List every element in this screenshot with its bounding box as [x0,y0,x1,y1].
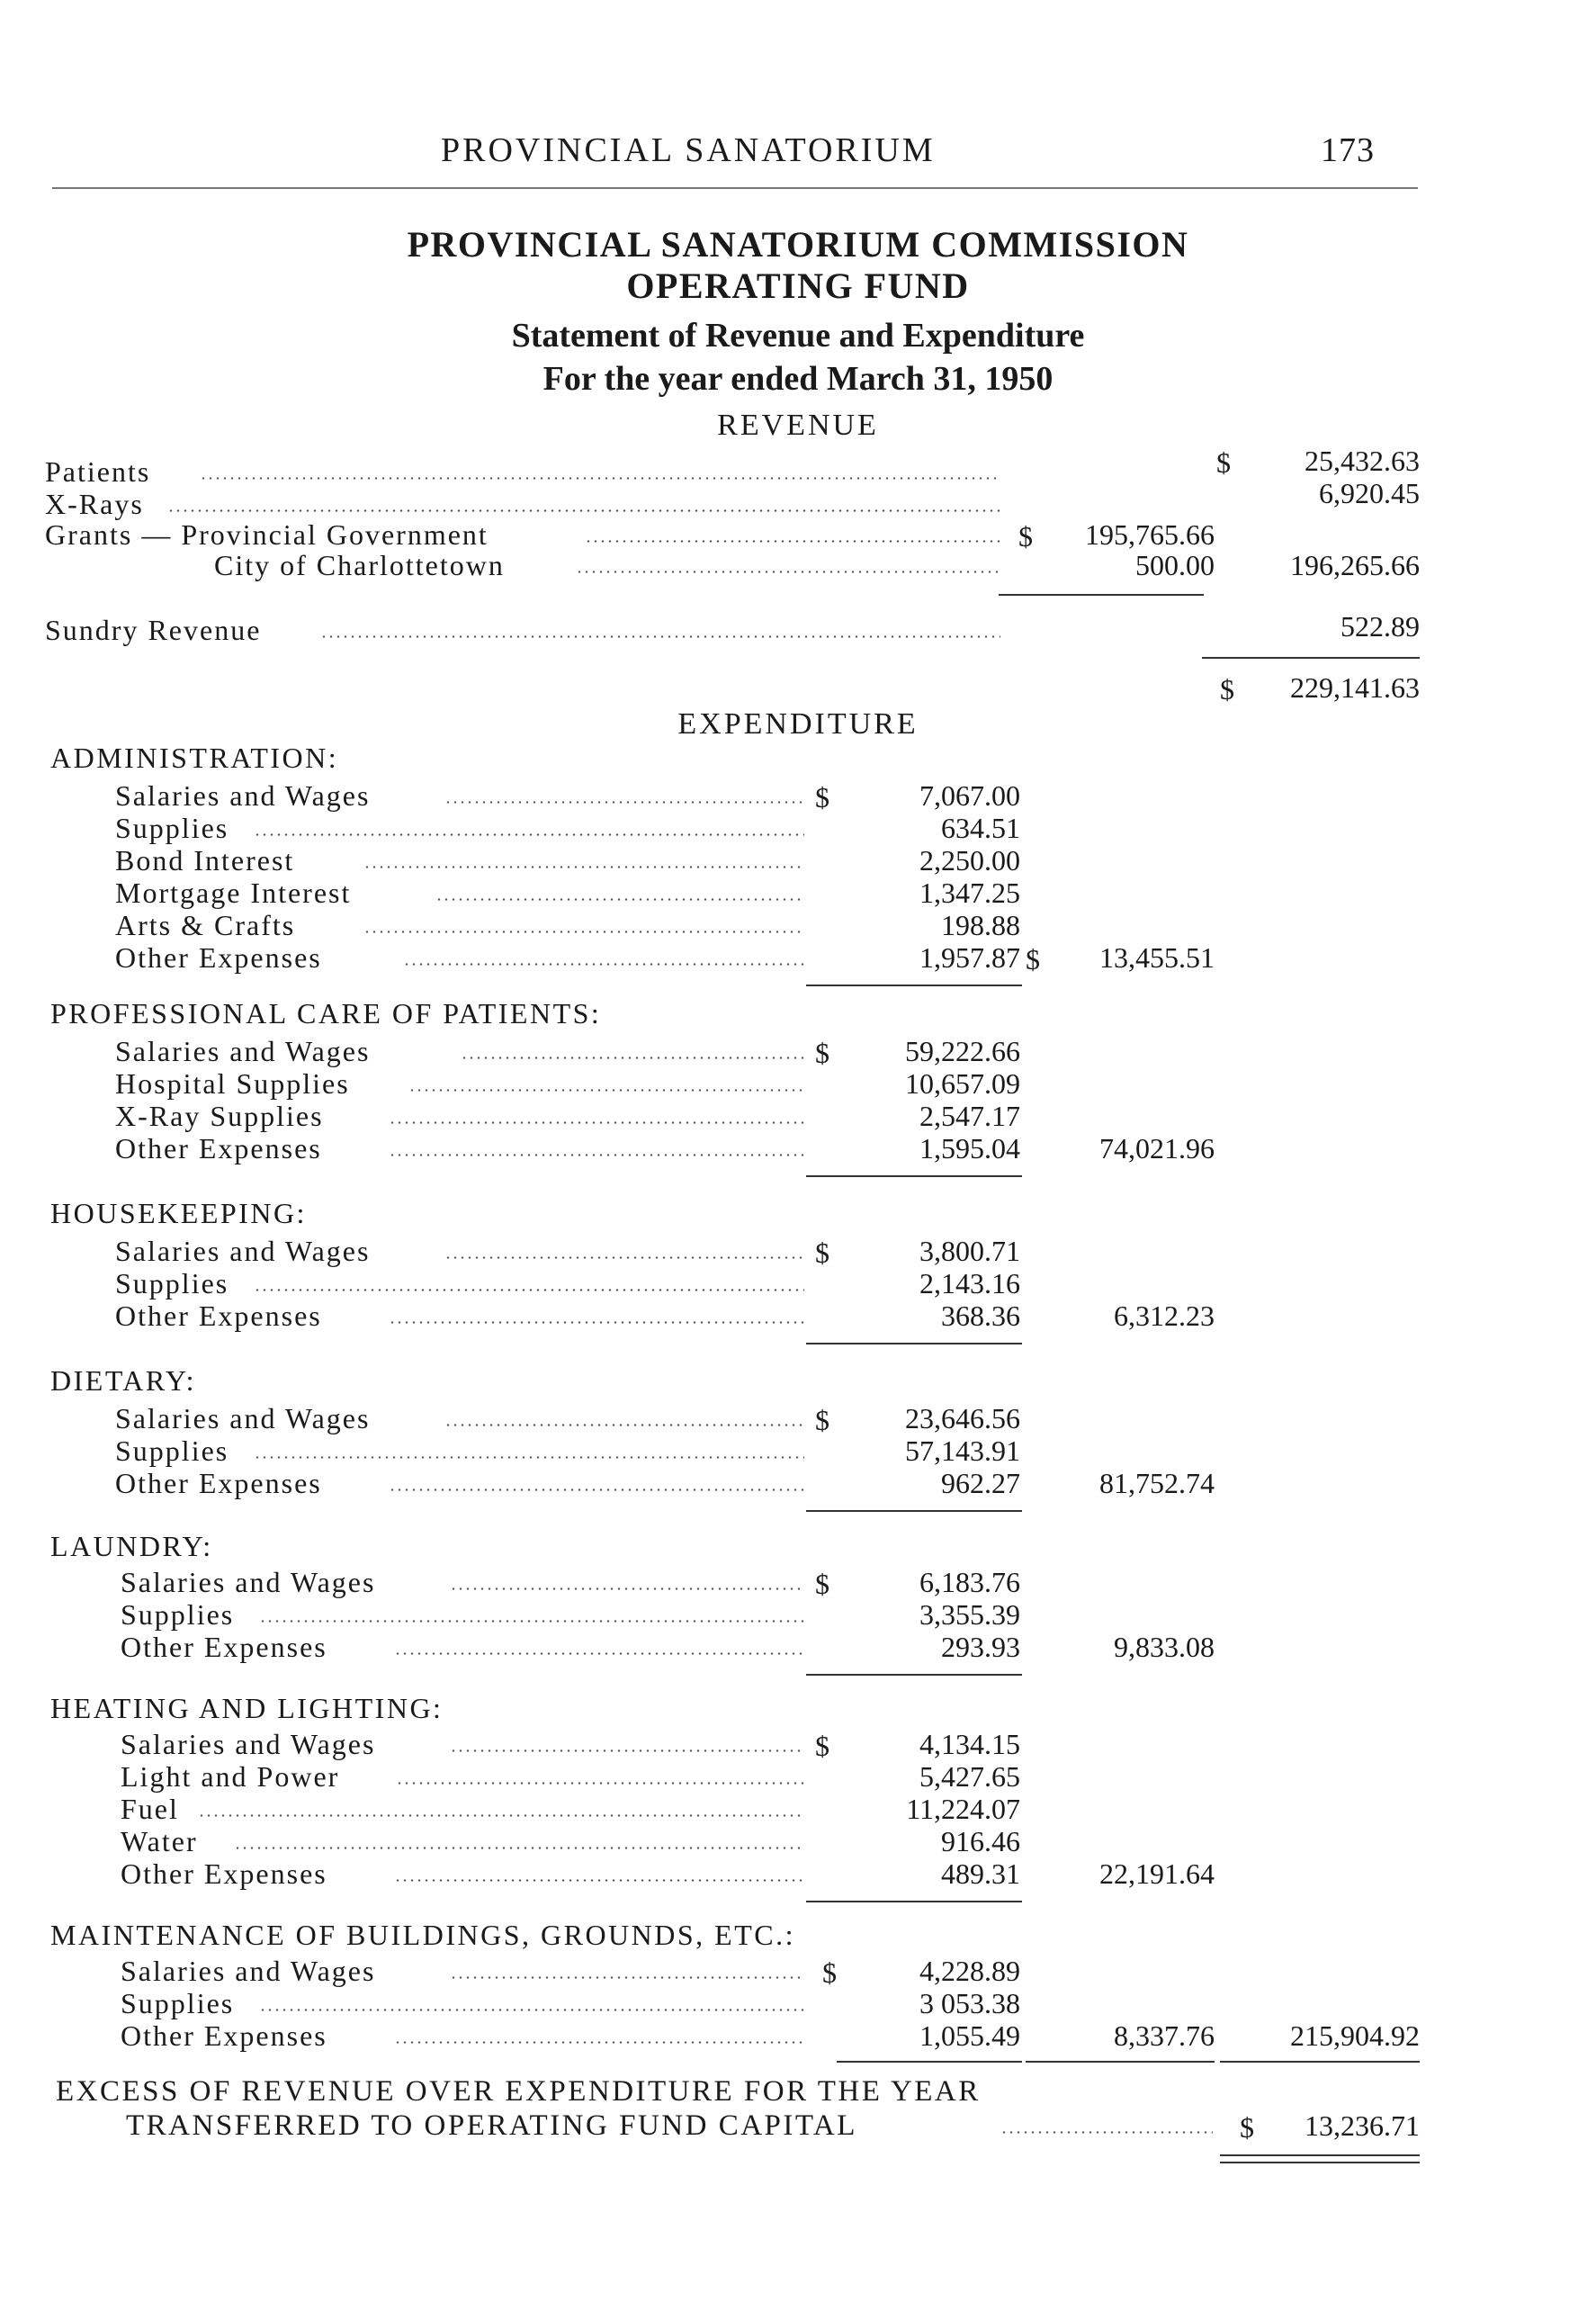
heating-item-label: Water [121,1825,198,1857]
leader-dots [167,509,1000,512]
laundry-item-label: Supplies [121,1598,235,1631]
revenue-grants-city-amount: 500.00 [1135,549,1215,581]
dietary-item-amount: 23,646.56 [905,1402,1020,1434]
leader-dots [320,635,1000,638]
admin-item-amount: 2,250.00 [919,844,1020,877]
leader-dots [254,833,804,836]
revenue-xrays-amount: 6,920.45 [1319,477,1420,509]
professional-item-label: Hospital Supplies [115,1067,350,1100]
section-rule [806,1343,1022,1344]
heating-item-label: Salaries and Wages [121,1728,376,1760]
leader-dots [461,1057,804,1059]
dollar-sign: $ [815,1236,829,1269]
professional-item-amount: 1,595.04 [919,1132,1020,1164]
dietary-item-amount: 57,143.91 [905,1434,1020,1467]
heating-item-label: Light and Power [121,1760,340,1793]
maintenance-item-label: Salaries and Wages [121,1955,376,1987]
leader-dots [396,1782,804,1785]
section-professional-heading: PROFESSIONAL CARE OF PATIENTS: [50,997,602,1030]
revenue-total: 229,141.63 [1290,671,1420,704]
section-rule [806,985,1022,986]
professional-subtotal: 74,021.96 [1099,1132,1215,1164]
header-rule [52,187,1418,189]
laundry-item-amount: 6,183.76 [919,1566,1020,1598]
revenue-grants-city-label: City of Charlottetown [214,549,505,581]
dollar-sign: $ [815,1568,829,1600]
leader-dots [259,2009,804,2011]
leader-dots [254,1456,804,1459]
statement-period: For the year ended March 31, 1950 [542,360,1054,398]
housekeeping-item-amount: 3,800.71 [919,1235,1020,1267]
leader-dots [363,931,804,933]
admin-item-label: Mortgage Interest [115,877,352,909]
leader-dots [435,898,804,901]
leader-dots [403,963,804,966]
leader-dots [394,1879,804,1882]
revenue-sundry-amount: 522.89 [1340,610,1420,643]
revenue-patients-label: Patients [45,455,151,488]
leader-dots [389,1488,804,1491]
revenue-heading: REVENUE [717,409,879,442]
admin-item-amount: 634.51 [941,812,1020,844]
dietary-subtotal: 81,752.74 [1099,1467,1215,1499]
double-rule-top [1220,2154,1420,2156]
section-rule [1026,2061,1215,2063]
maintenance-item-label: Supplies [121,1987,235,2019]
maintenance-item-amount: 3 053.38 [919,1987,1020,2019]
admin-item-amount: 7,067.00 [919,779,1020,812]
dietary-item-label: Other Expenses [115,1467,322,1499]
housekeeping-item-amount: 368.36 [941,1299,1020,1332]
dollar-sign: $ [1220,673,1234,706]
revenue-grants-provincial-amount: 195,765.66 [1085,518,1215,551]
section-rule [837,2061,1022,2063]
professional-item-label: Salaries and Wages [115,1035,371,1067]
dietary-item-label: Supplies [115,1434,229,1467]
section-rule [806,1674,1022,1676]
dollar-sign: $ [1216,446,1231,479]
professional-item-amount: 10,657.09 [905,1067,1020,1100]
housekeeping-item-label: Other Expenses [115,1299,322,1332]
leader-dots [585,540,1000,543]
admin-item-amount: 198.88 [941,909,1020,941]
total-rule [1220,2061,1420,2063]
statement-subtitle: Statement of Revenue and Expenditure [511,317,1085,355]
professional-item-amount: 2,547.17 [919,1100,1020,1132]
revenue-grants-label: Grants — Provincial Government [45,518,489,551]
revenue-sundry-label: Sundry Revenue [45,614,262,646]
professional-item-amount: 59,222.66 [905,1035,1020,1067]
laundry-item-amount: 293.93 [941,1631,1020,1663]
leader-dots [450,1976,804,1979]
laundry-subtotal: 9,833.08 [1114,1631,1215,1663]
laundry-item-label: Other Expenses [121,1631,327,1663]
section-rule [806,1901,1022,1902]
heating-item-label: Other Expenses [121,1857,327,1890]
leader-dots [259,1620,804,1623]
section-laundry-heading: LAUNDRY: [50,1530,213,1562]
dollar-sign: $ [815,1037,829,1069]
heating-item-amount: 11,224.07 [906,1793,1020,1825]
excess-line1: EXCESS OF REVENUE OVER EXPENDITURE FOR THE YEAR [56,2075,981,2108]
maintenance-subtotal: 8,337.76 [1114,2019,1215,2052]
maintenance-item-amount: 1,055.49 [919,2019,1020,2052]
section-administration-heading: ADMINISTRATION: [50,742,339,774]
admin-item-label: Arts & Crafts [115,909,296,941]
heating-item-amount: 916.46 [941,1825,1020,1857]
leader-dots [576,571,1000,573]
revenue-xrays-label: X-Rays [45,488,144,520]
leader-dots [254,1289,804,1291]
section-heating-heading: HEATING AND LIGHTING: [50,1692,444,1724]
leader-dots [444,1256,804,1259]
heating-item-amount: 4,134.15 [919,1728,1020,1760]
laundry-item-amount: 3,355.39 [919,1598,1020,1631]
leader-dots [394,1652,804,1655]
section-rule [806,1510,1022,1512]
expenditure-total: 215,904.92 [1290,2019,1420,2052]
professional-item-label: X-Ray Supplies [115,1100,324,1132]
leader-dots [450,1587,804,1590]
leader-dots [200,477,1000,480]
laundry-item-label: Salaries and Wages [121,1566,376,1598]
housekeeping-item-amount: 2,143.16 [919,1267,1020,1299]
maintenance-item-label: Other Expenses [121,2019,327,2052]
housekeeping-subtotal: 6,312.23 [1114,1299,1215,1332]
dollar-sign: $ [822,1956,837,1989]
admin-item-amount: 1,957.87 [919,941,1020,974]
dollar-sign: $ [1018,520,1033,553]
housekeeping-item-label: Supplies [115,1267,229,1299]
statement-title-line1: PROVINCIAL SANATORIUM COMMISSION [407,224,1189,265]
leader-dots [389,1121,804,1124]
leader-dots [394,2041,804,2044]
page-number: 173 [1321,131,1375,169]
excess-amount: 13,236.71 [1305,2109,1420,2142]
revenue-grants-total: 196,265.66 [1290,549,1420,581]
revenue-patients-amount: 25,432.63 [1305,445,1420,477]
admin-item-label: Other Expenses [115,941,322,974]
leader-dots [408,1089,804,1092]
leader-dots [363,866,804,868]
heating-item-amount: 5,427.65 [919,1760,1020,1793]
total-rule [1202,657,1420,659]
leader-dots [389,1321,804,1324]
leader-dots [234,1847,804,1849]
dietary-item-label: Salaries and Wages [115,1402,371,1434]
dollar-sign: $ [1026,943,1040,976]
professional-item-label: Other Expenses [115,1132,322,1164]
leader-dots [1000,2131,1213,2134]
subtotal-rule [999,594,1204,596]
leader-dots [444,801,804,804]
admin-item-amount: 1,347.25 [919,877,1020,909]
heating-item-label: Fuel [121,1793,179,1825]
leader-dots [198,1814,804,1817]
leader-dots [444,1424,804,1426]
dollar-sign: $ [1240,2111,1254,2144]
dollar-sign: $ [815,1730,829,1762]
section-maintenance-heading: MAINTENANCE OF BUILDINGS, GROUNDS, ETC.: [50,1919,795,1951]
maintenance-item-amount: 4,228.89 [919,1955,1020,1987]
leader-dots [389,1154,804,1156]
admin-item-label: Bond Interest [115,844,295,877]
heating-item-amount: 489.31 [941,1857,1020,1890]
admin-subtotal: 13,455.51 [1099,941,1215,974]
dietary-item-amount: 962.27 [941,1467,1020,1499]
excess-line2: TRANSFERRED TO OPERATING FUND CAPITAL [126,2109,857,2142]
housekeeping-item-label: Salaries and Wages [115,1235,371,1267]
dollar-sign: $ [815,781,829,814]
section-dietary-heading: DIETARY: [50,1364,197,1397]
leader-dots [450,1749,804,1752]
admin-item-label: Supplies [115,812,229,844]
expenditure-heading: EXPENDITURE [677,707,919,741]
heating-subtotal: 22,191.64 [1099,1857,1215,1890]
admin-item-label: Salaries and Wages [115,779,371,812]
statement-title-line2: OPERATING FUND [626,265,970,306]
running-header-title: PROVINCIAL SANATORIUM [441,131,936,169]
double-rule-bottom [1220,2162,1420,2163]
section-housekeeping-heading: HOUSEKEEPING: [50,1197,307,1229]
dollar-sign: $ [815,1404,829,1436]
section-rule [806,1175,1022,1177]
